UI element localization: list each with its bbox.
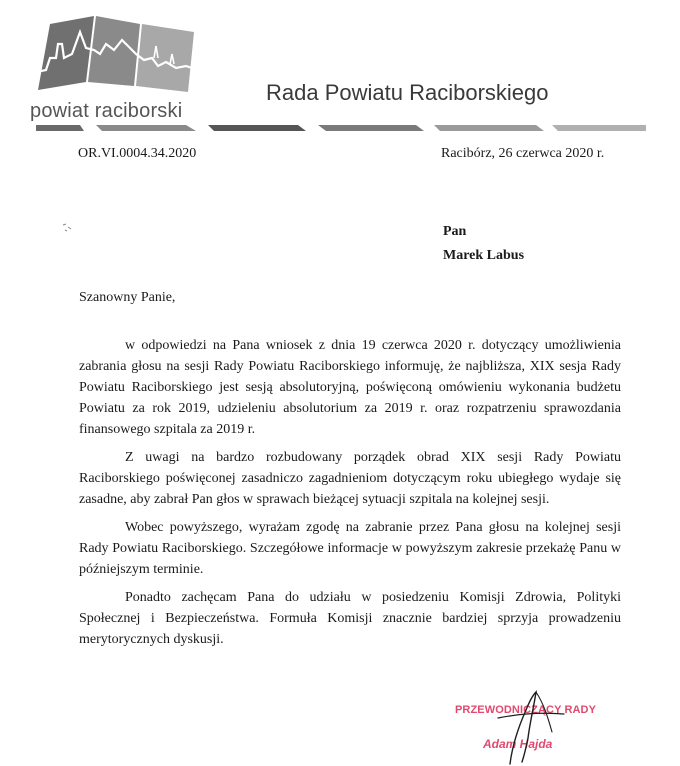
paragraph: Ponadto zachęcam Pana do udziału w posiedzeniu Komisji Zdrowia, Polityki Społecznej i Bezpieczeństwa. Formuła Komisji znacznie bardziej sprzyja prowadzeniu merytorycznych dyskusji.: [79, 590, 621, 647]
county-logo: [30, 14, 205, 122]
logo-text: powiat raciborski: [30, 100, 183, 122]
council-name: Rada Powiatu Raciborskiego: [266, 80, 549, 105]
county-emblem-icon: [36, 14, 201, 96]
addressee-name: Marek Labus: [443, 248, 525, 263]
handwritten-signature: [440, 688, 600, 766]
addressee-title: Pan: [443, 224, 467, 239]
stamp-title: PRZEWODNICZĄCY RADY: [455, 704, 597, 716]
letter-body: [79, 335, 621, 657]
paragraph: w odpowiedzi na Pana wniosek z dnia 19 czerwca 2020 r. dotyczący umożliwienia zabrania głosu na sesji Rady Powiatu Raciborskiego informuję, że najbliższa, XIX sesja Rady Powiatu Raciborskiego jest sesją absolutoryjną, poświęconą omówieniu wykonania budżetu Powiatu za rok 2019, udzieleniu absolutorium za 2019 r. oraz rozpatrzeniu sprawozdania finansowego szpitala za 2019 r.: [79, 338, 621, 437]
paragraph: Z uwagi na bardzo rozbudowany porządek obrad XIX sesji Rady Powiatu Raciborskiego poświęconej zasadniczo zagadnieniom dotyczącym roku ubiegłego wydaje się zasadne, aby zabrał Pan głos w sprawach bieżącej sytuacji szpitala na kolejnej sesji.: [79, 450, 621, 507]
addressee-block: [443, 220, 524, 268]
reference-number: OR.VI.0004.34.2020: [78, 146, 197, 161]
paragraph: Wobec powyższego, wyrażam zgodę na zabranie przez Pana głosu na kolejnej sesji Rady Powiatu Raciborskiego. Szczegółowe informacje w powyższym zakresie przekażę Panu w późniejszym terminie.: [79, 520, 621, 577]
stamp-name: Adam Hajda: [483, 737, 553, 751]
place-and-date: Racibórz, 26 czerwca 2020 r.: [441, 146, 605, 161]
header-divider: [36, 124, 646, 132]
scan-speck: [62, 222, 76, 234]
salutation: Szanowny Panie,: [79, 290, 176, 305]
